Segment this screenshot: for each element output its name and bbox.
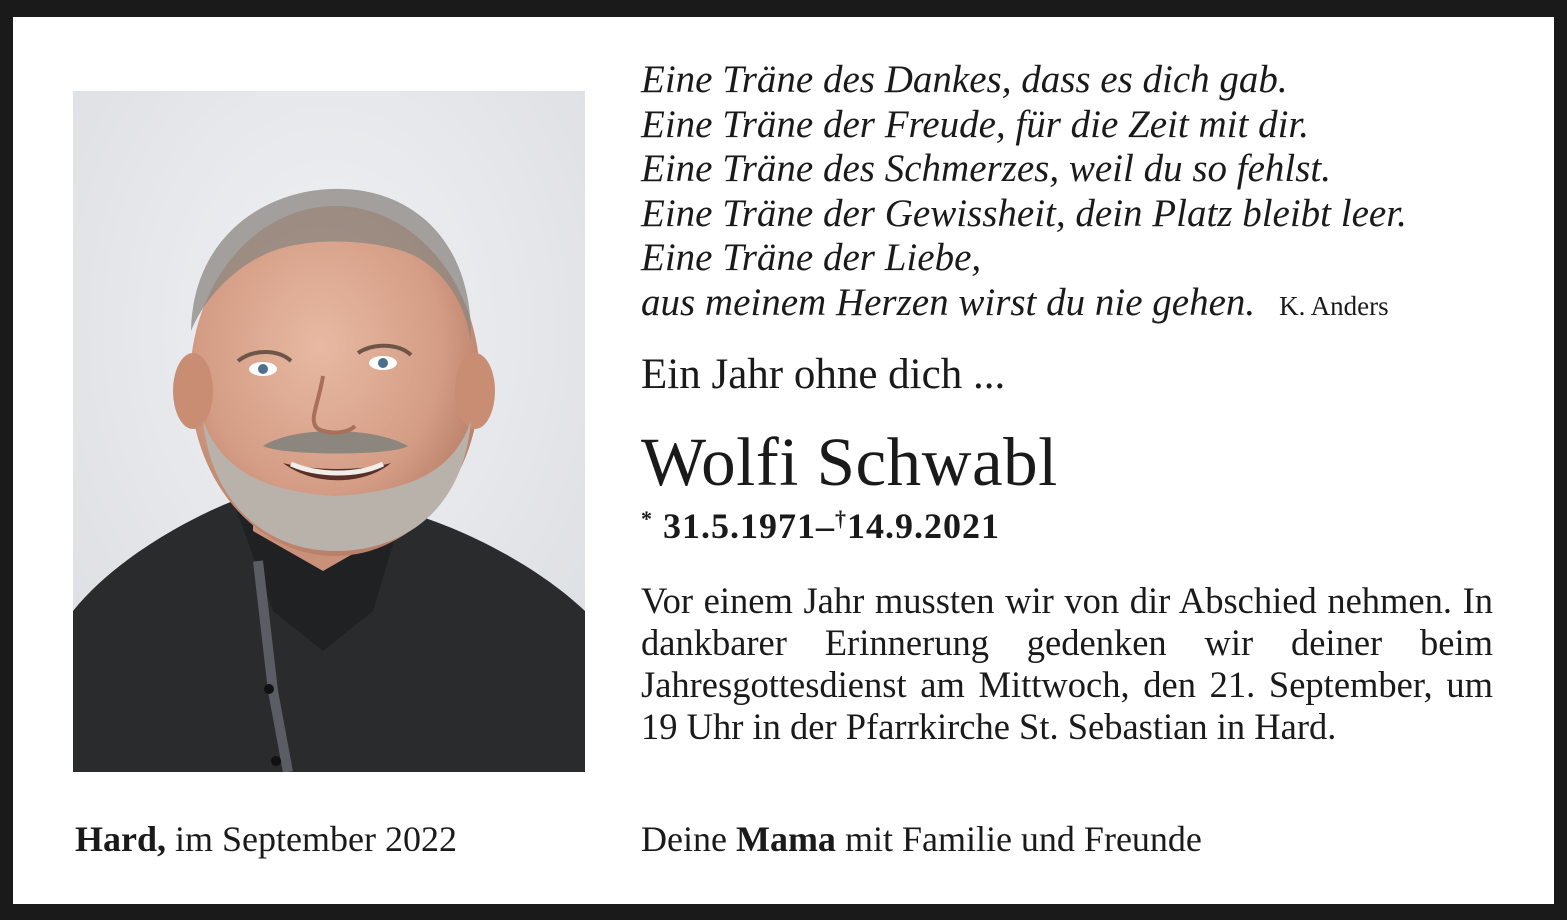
date: im September 2022: [175, 819, 457, 859]
signature-suffix: mit Familie und Freunde: [844, 819, 1202, 859]
deceased-name: Wolfi Schwabl: [641, 424, 1058, 500]
signature-prefix: Deine: [641, 819, 727, 859]
poem-line: Eine Träne des Schmerzes, weil du so fehlst.: [641, 147, 1332, 190]
intro-heading: Ein Jahr ohne dich ...: [641, 351, 1006, 398]
signature-bold: Mama: [735, 819, 836, 859]
place: Hard,: [75, 819, 167, 859]
poem-line: Eine Träne der Gewissheit, dein Platz bleibt leer.: [641, 191, 1407, 235]
date-separator: –: [816, 506, 835, 546]
poem-line: aus meinem Herzen wirst du nie gehen.: [641, 280, 1256, 324]
poem: [641, 58, 1521, 328]
signature: [641, 818, 1202, 860]
poem-line: Eine Träne des Dankes, dass es dich gab.: [641, 58, 1288, 101]
poem-line: Eine Träne der Liebe,: [641, 236, 982, 279]
place-date: [75, 818, 457, 860]
poem-author: K. Anders: [1279, 290, 1389, 321]
birth-date: 31.5.1971: [663, 506, 816, 546]
life-dates: [641, 505, 1000, 547]
death-symbol: †: [835, 506, 847, 531]
death-date: 14.9.2021: [847, 506, 1000, 546]
birth-symbol: *: [641, 506, 653, 531]
portrait-photo: [73, 91, 585, 772]
portrait-illustration: [73, 91, 585, 772]
poem-line: Eine Träne der Freude, für die Zeit mit dir.: [641, 102, 1310, 146]
memorial-message: Vor einem Jahr mussten wir von dir Abschied nehmen. In dankbarer Erinnerung gedenken wir deiner beim Jahresgottesdienst am Mittwoch, den 21. September, um 19 Uhr in der Pfarrkirche St. Sebastian in Hard.: [641, 580, 1493, 747]
poem-last-line-wrapper: [641, 281, 1521, 329]
